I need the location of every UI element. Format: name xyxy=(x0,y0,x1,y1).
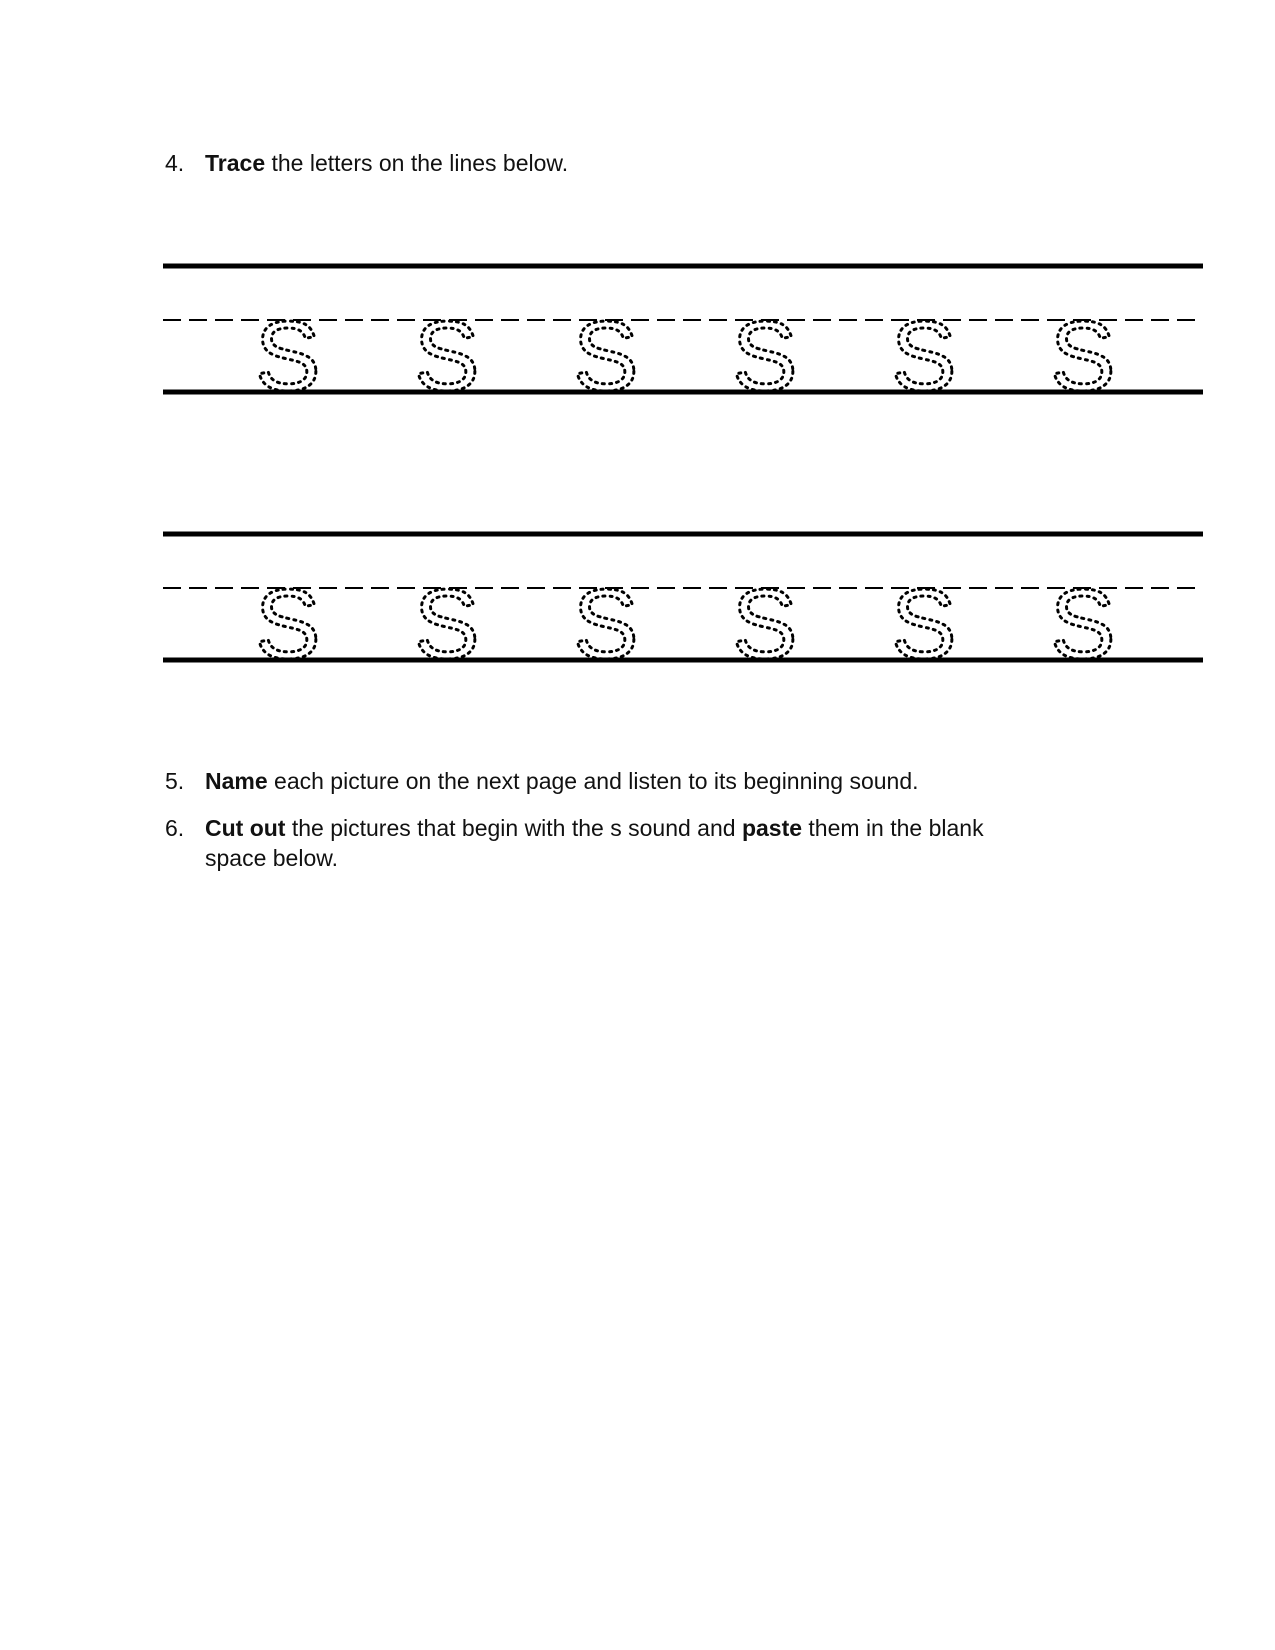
tracing-letter: S xyxy=(573,569,639,665)
tracing-letter: S xyxy=(414,301,480,397)
instruction-keyword-listen: listen xyxy=(628,768,682,794)
instruction-rest: the letters on the lines below. xyxy=(265,150,569,176)
instruction-number: 5. xyxy=(165,768,185,794)
tracing-row-1 xyxy=(163,262,1203,397)
tracing-letter: S xyxy=(255,301,321,397)
instruction-rest: each picture on the next page and xyxy=(267,768,629,794)
instruction-rest: the pictures that begin with the s sound and xyxy=(285,815,742,841)
instruction-continuation: space below. xyxy=(205,845,338,871)
tracing-letter: S xyxy=(891,301,957,397)
tracing-letter: S xyxy=(1050,301,1116,397)
instruction-text xyxy=(205,766,919,796)
tracing-lines-1 xyxy=(163,262,1203,397)
instruction-rest: them in the blank xyxy=(802,815,984,841)
instruction-text xyxy=(205,813,984,843)
tracing-letter: S xyxy=(732,301,798,397)
instruction-text xyxy=(205,148,568,178)
instruction-keyword: Name xyxy=(205,768,268,794)
tracing-letter: S xyxy=(1050,569,1116,665)
instruction-keyword-paste: paste xyxy=(741,815,803,841)
tracing-letter: S xyxy=(732,569,798,665)
instruction-rest: to its beginning sound. xyxy=(681,768,919,794)
tracing-letter: S xyxy=(414,569,480,665)
tracing-letter: S xyxy=(255,569,321,665)
tracing-row-2 xyxy=(163,530,1203,665)
tracing-letter: S xyxy=(573,301,639,397)
tracing-lines-2 xyxy=(163,530,1203,665)
instruction-number: 4. xyxy=(165,150,185,176)
instruction-keyword: Trace xyxy=(205,150,266,176)
tracing-letter: S xyxy=(891,569,957,665)
instruction-number: 6. xyxy=(165,815,185,841)
instruction-keyword: Cut out xyxy=(205,815,286,841)
